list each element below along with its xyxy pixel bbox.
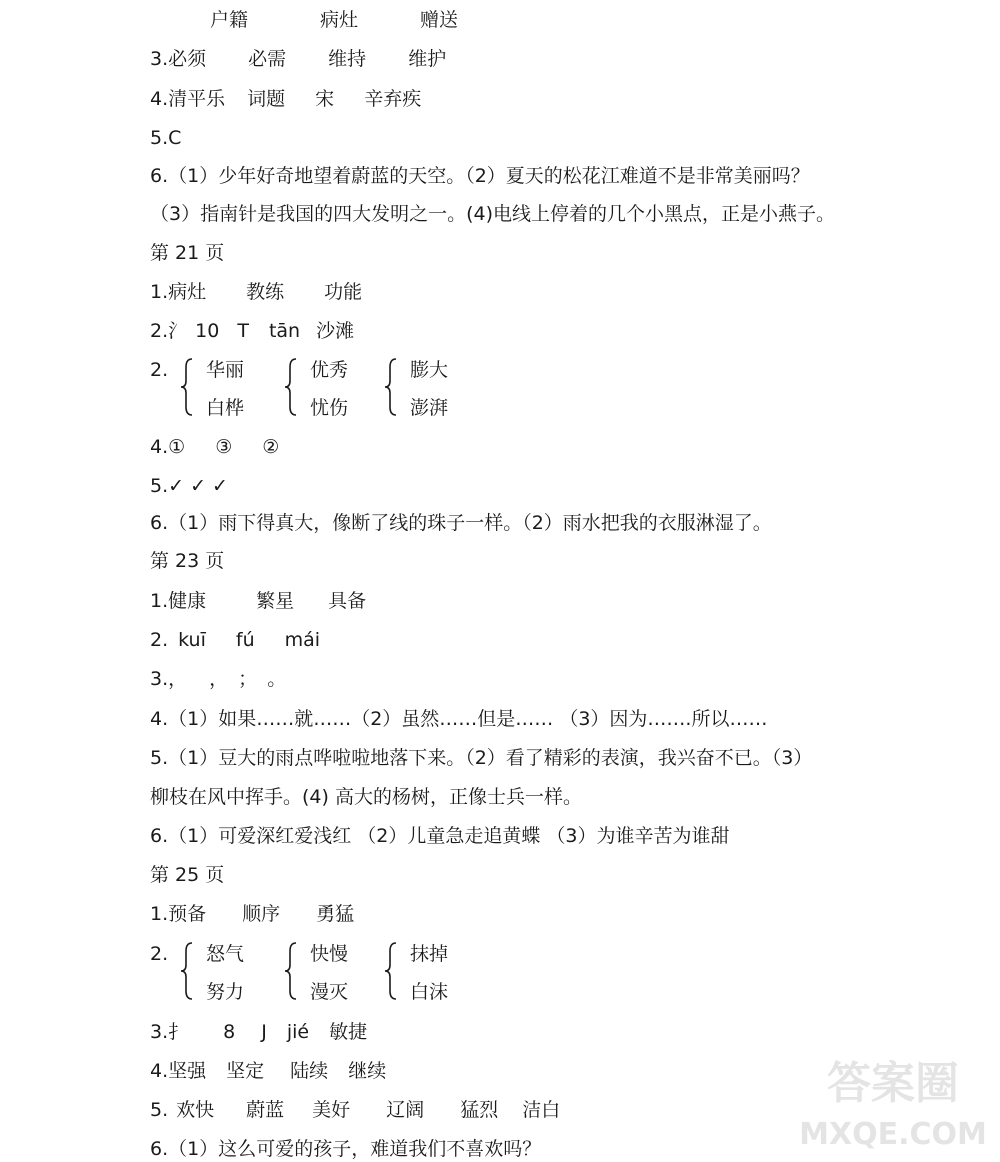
brace-word-bottom: 忧伤	[310, 397, 349, 419]
brace-group	[384, 941, 464, 1005]
page-21-title: 第 21 页	[150, 242, 225, 264]
p23-q6: 6.（1）可爱深红爱浅红 （2）儿童急走追黄蝶 （3）为谁辛苦为谁甜	[150, 825, 730, 847]
answer-row-3: 3.必须 必需 维持 维护	[150, 48, 447, 70]
p25-q6: 6.（1）这么可爱的孩子，难道我们不喜欢吗？	[150, 1138, 542, 1160]
brace-word-bottom: 澎湃	[410, 397, 449, 419]
brace-word-top: 华丽	[206, 359, 245, 381]
p23-q3: 3.， ， ； 。	[150, 668, 287, 690]
p21-q1: 1.病灶 教练 功能	[150, 281, 363, 303]
brace-word-top: 膨大	[410, 359, 449, 381]
brace-word-top: 怒气	[206, 943, 245, 965]
p25-q1: 1.预备 顺序 勇猛	[150, 903, 355, 925]
p23-q5a: 5.（1）豆大的雨点哗啦啦地落下来。（2）看了精彩的表演，我兴奋不已。（3）	[150, 747, 813, 769]
brace-word-top: 快慢	[310, 943, 349, 965]
brace-icon	[384, 941, 398, 1001]
p25-q2-num: 2.	[150, 943, 169, 965]
p21-q6: 6.（1）雨下得真大，像断了线的珠子一样。（2）雨水把我的衣服淋湿了。	[150, 512, 772, 534]
p21-q5: 5.✓ ✓ ✓	[150, 475, 228, 497]
p25-q3: 3.扌 8 J jié 敏捷	[150, 1021, 368, 1043]
watermark-logo	[798, 1046, 988, 1156]
page-23-title: 第 23 页	[150, 550, 225, 572]
p25-q4: 4.坚强 坚定 陆续 继续	[150, 1060, 387, 1082]
answer-row-top: 户籍 病灶 赠送	[210, 9, 459, 31]
brace-icon	[180, 357, 194, 417]
brace-group	[284, 941, 364, 1005]
p23-q1: 1.健康 繁星 具备	[150, 590, 367, 612]
brace-icon	[180, 941, 194, 1001]
answer-row-4: 4.清平乐 词题 宋 辛弃疾	[150, 88, 422, 110]
answer-row-5: 5.C	[150, 127, 182, 149]
brace-word-bottom: 努力	[206, 981, 245, 1003]
svg-text:答案圈: 答案圈	[827, 1058, 959, 1109]
brace-word-bottom: 白桦	[206, 397, 245, 419]
p21-q2: 2.氵 10 T tān 沙滩	[150, 320, 355, 342]
brace-group	[384, 357, 464, 421]
answer-row-6b: （3）指南针是我国的四大发明之一。(4)电线上停着的几个小黑点，正是小燕子。	[150, 203, 836, 225]
p21-q4: 4.① ③ ②	[150, 436, 280, 458]
brace-icon	[384, 357, 398, 417]
brace-group	[180, 941, 260, 1005]
brace-word-bottom: 漫灭	[310, 981, 349, 1003]
brace-word-top: 优秀	[310, 359, 349, 381]
p21-q2b-num: 2.	[150, 359, 169, 381]
p23-q5b: 柳枝在风中挥手。(4) 高大的杨树，正像士兵一样。	[150, 786, 582, 808]
p25-q5: 5. 欢快 蔚蓝 美好 辽阔 猛烈 洁白	[150, 1099, 561, 1121]
brace-word-top: 抹掉	[410, 943, 449, 965]
brace-word-bottom: 白沫	[410, 981, 449, 1003]
answer-row-6a: 6.（1）少年好奇地望着蔚蓝的天空。（2）夏天的松花江难道不是非常美丽吗？	[150, 165, 810, 187]
p23-q2: 2. kuī fú mái	[150, 629, 321, 651]
brace-icon	[284, 357, 298, 417]
brace-icon	[284, 941, 298, 1001]
brace-group	[180, 357, 260, 421]
svg-text:MXQE.COM: MXQE.COM	[799, 1117, 987, 1152]
brace-group	[284, 357, 364, 421]
p23-q4: 4.（1）如果……就……（2）虽然……但是…… （3）因为…….所以……	[150, 708, 768, 730]
page-25-title: 第 25 页	[150, 864, 225, 886]
